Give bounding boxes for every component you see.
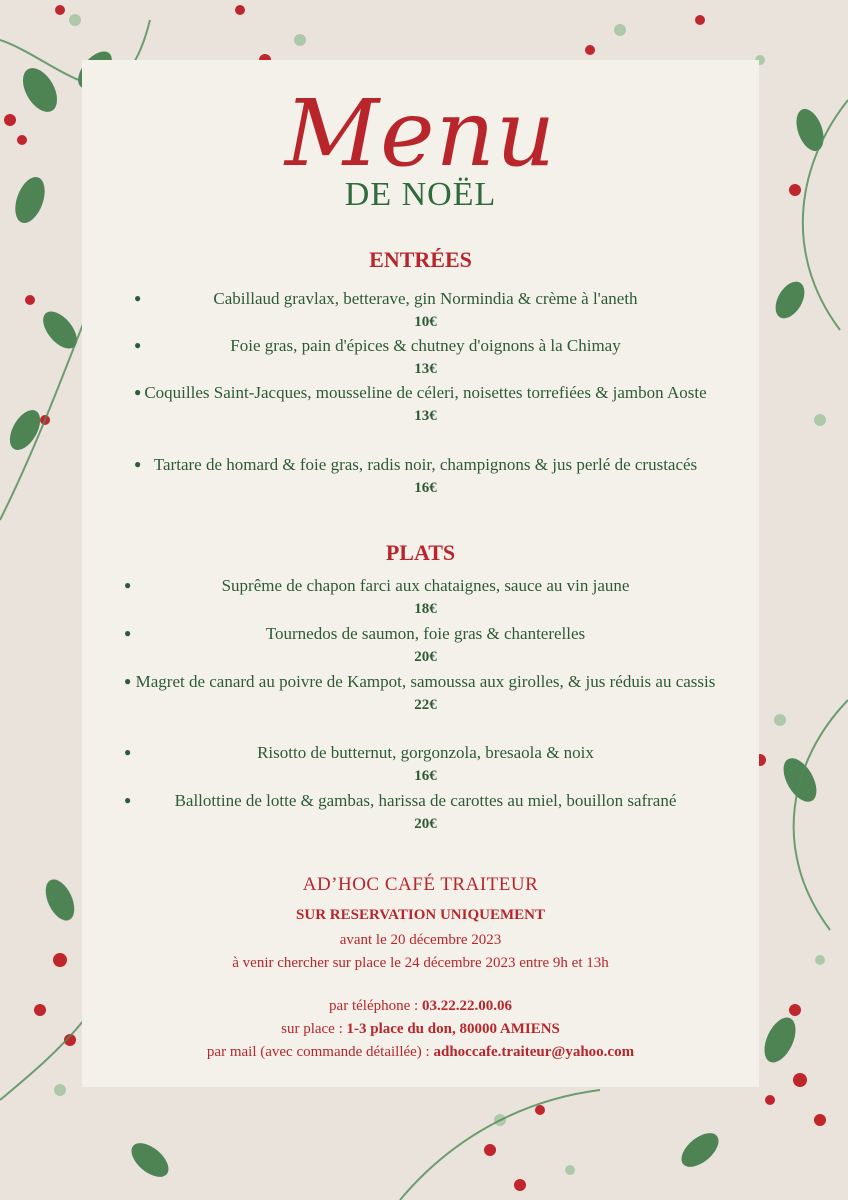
mail-line bbox=[82, 1041, 759, 1064]
item-price: 20€ bbox=[414, 816, 437, 832]
item-price: 10€ bbox=[414, 314, 437, 330]
menu-card bbox=[82, 60, 759, 1087]
email-link[interactable]: adhoccafe.traiteur@yahoo.com bbox=[433, 1044, 635, 1060]
mail-label: par mail (avec commande détaillée) : bbox=[206, 1044, 434, 1060]
pickup-text: à venir chercher sur place le 24 décembre 2023 entre 9h et 13h bbox=[232, 955, 609, 971]
menu-item: ● Cabillaud gravlax, betterave, gin Normindia & crème à l'aneth 10€ bbox=[112, 287, 739, 334]
menu-subtitle: DE NOËL bbox=[344, 176, 497, 213]
menu-item: ● Coquilles Saint-Jacques, mousseline de céleri, noisettes torrefiées & jambon Aoste 13€ bbox=[112, 381, 739, 428]
item-name: Risotto de butternut, gorgonzola, bresaola & noix bbox=[257, 743, 594, 762]
reservation-note: SUR RESERVATION UNIQUEMENT bbox=[296, 907, 545, 923]
menu-item: ● Tournedos de saumon, foie gras & chanterelles 20€ bbox=[112, 622, 739, 669]
menu-item: ● Suprême de chapon farci aux chataignes, sauce au vin jaune 18€ bbox=[112, 574, 739, 621]
item-price: 16€ bbox=[414, 480, 437, 496]
item-price: 20€ bbox=[414, 649, 437, 665]
item-price: 13€ bbox=[414, 408, 437, 424]
item-price: 13€ bbox=[414, 361, 437, 377]
menu-item: ● Magret de canard au poivre de Kampot, samoussa aux girolles, & jus réduis au cassis 22€ bbox=[112, 670, 739, 717]
item-name: Cabillaud gravlax, betterave, gin Normindia & crème à l'aneth bbox=[213, 289, 638, 308]
place-line bbox=[82, 1018, 759, 1041]
menu-item: ● Risotto de butternut, gorgonzola, bresaola & noix 16€ bbox=[112, 741, 739, 788]
phone-label: par téléphone : bbox=[329, 998, 422, 1014]
item-name: Tartare de homard & foie gras, radis noir, champignons & jus perlé de crustacés bbox=[153, 455, 698, 474]
item-name: Magret de canard au poivre de Kampot, samoussa aux girolles, & jus réduis au cassis bbox=[135, 672, 716, 691]
section-title-plats: PLATS bbox=[385, 540, 456, 565]
place-label: sur place : bbox=[281, 1021, 347, 1037]
item-name: Tournedos de saumon, foie gras & chanterelles bbox=[265, 624, 586, 643]
item-price: 16€ bbox=[414, 768, 437, 784]
deadline-text: avant le 20 décembre 2023 bbox=[339, 932, 502, 948]
menu-item: ● Ballottine de lotte & gambas, harissa de carottes au miel, bouillon safrané 20€ bbox=[112, 789, 739, 836]
item-name: Suprême de chapon farci aux chataignes, sauce au vin jaune bbox=[221, 576, 630, 595]
item-name: Coquilles Saint-Jacques, mousseline de céleri, noisettes torrefiées & jambon Aoste bbox=[144, 383, 707, 402]
item-name: Ballottine de lotte & gambas, harissa de carottes au miel, bouillon safrané bbox=[174, 791, 677, 810]
traiteur-name: AD’HOC CAFÉ TRAITEUR bbox=[302, 874, 539, 895]
phone-line bbox=[82, 995, 759, 1018]
item-price: 22€ bbox=[414, 697, 437, 713]
menu-item: ● Foie gras, pain d'épices & chutney d'oignons à la Chimay 13€ bbox=[112, 334, 739, 381]
menu-title: Menu bbox=[284, 80, 557, 187]
address-text: 1-3 place du don, 80000 AMIENS bbox=[346, 1021, 560, 1037]
section-title-entrees: ENTRÉES bbox=[369, 247, 472, 272]
menu-item: ● Tartare de homard & foie gras, radis noir, champignons & jus perlé de crustacés 16€ bbox=[112, 453, 739, 500]
item-price: 18€ bbox=[414, 601, 437, 617]
phone-link[interactable]: 03.22.22.00.06 bbox=[421, 998, 512, 1014]
item-name: Foie gras, pain d'épices & chutney d'oignons à la Chimay bbox=[230, 336, 621, 355]
